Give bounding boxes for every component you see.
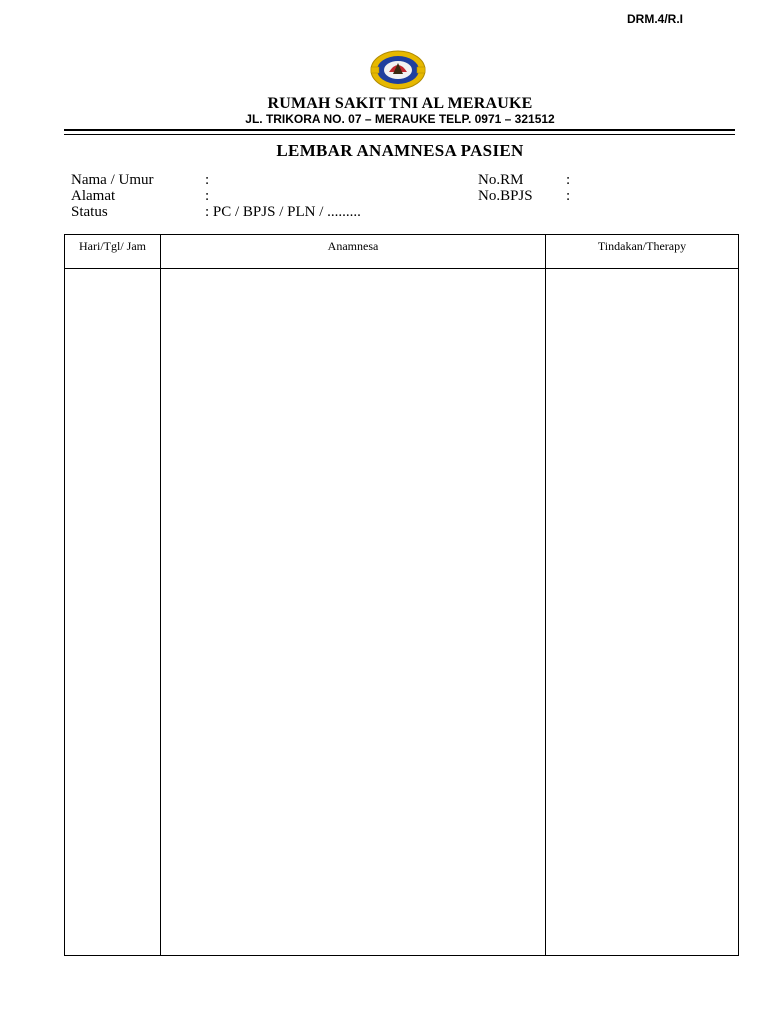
hospital-emblem-icon	[369, 50, 427, 90]
bpjs-number-field[interactable]: :	[566, 188, 571, 204]
form-title: LEMBAR ANAMNESA PASIEN	[276, 141, 524, 160]
rm-number-field[interactable]: :	[566, 172, 571, 188]
column-header-therapy: Tindakan/Therapy	[597, 239, 687, 253]
hospital-address: JL. TRIKORA NO. 07 – MERAUKE TELP. 0971 – 321512	[245, 112, 555, 126]
document-code: DRM.4/R.I	[627, 12, 684, 26]
name-age-field[interactable]: :	[205, 172, 210, 188]
therapy-entry-area[interactable]	[546, 269, 738, 955]
rm-number-label: No.RM	[478, 172, 524, 188]
bpjs-number-label: No.BPJS	[478, 188, 533, 204]
name-age-label: Nama / Umur	[71, 172, 154, 188]
address-label: Alamat	[71, 188, 116, 204]
column-header-date-time: Hari/Tgl/ Jam	[79, 239, 146, 253]
status-field[interactable]: : PC / BPJS / PLN / .........	[205, 204, 361, 220]
header-divider-thick	[64, 129, 735, 131]
anamnesis-entry-area[interactable]	[161, 269, 545, 955]
date-time-entry-area[interactable]	[65, 269, 160, 955]
hospital-name: RUMAH SAKIT TNI AL MERAUKE	[267, 95, 533, 112]
anamnesis-table	[64, 234, 739, 956]
header-divider-thin	[64, 134, 735, 135]
status-label: Status	[71, 204, 108, 220]
column-header-anamnesis: Anamnesa	[327, 239, 379, 253]
address-field[interactable]: :	[205, 188, 210, 204]
